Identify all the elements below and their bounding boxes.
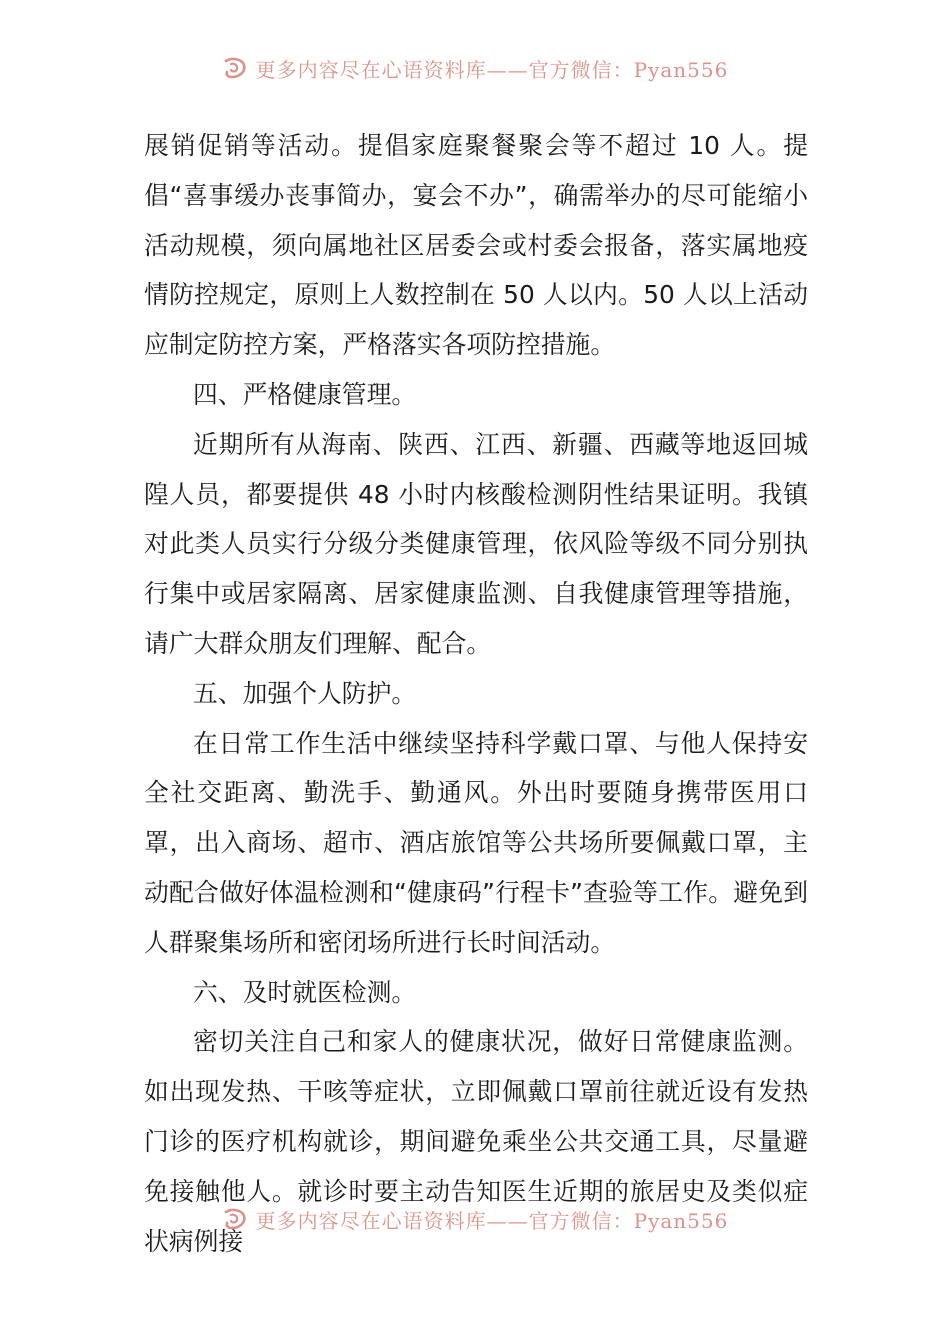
paragraph-health-management: 近期所有从海南、陕西、江西、新疆、西藏等地返回城隍人员，都要提供 48 小时内核酸检测阴性结果证明。我镇对此类人员实行分级分类健康管理，依风险等级不同分别执行集中或居家隔离、居家健康监测、自我健康管理等措施，请广大群众朋友们理解、配合。 — [144, 429, 808, 658]
paragraph-personal-protection: 在日常工作生活中继续坚持科学戴口罩、与他人保持安全社交距离、勤洗手、勤通风。外出时要随身携带医用口罩，出入商场、超市、酒店旅馆等公共场所要佩戴口罩，主动配合做好体温检测和“健康码”行程卡”查验等工作。避免到人群聚集场所和密闭场所进行长时间活动。 — [144, 728, 808, 957]
footer-watermark — [0, 1203, 950, 1235]
header-watermark — [0, 52, 950, 84]
paragraph-medical-testing: 密切关注自己和家人的健康状况，做好日常健康监测。如出现发热、干咳等症状，立即佩戴口罩前往就近设有发热门诊的医疗机构就诊，期间避免乘坐公共交通工具，尽量避免接触他人。就诊时要主动告知医生近期的旅居史及类似症状病例接 — [144, 1027, 808, 1256]
brand-logo-icon — [222, 1206, 248, 1232]
paragraph-gathering-rules: 展销促销等活动。提倡家庭聚餐聚会等不超过 10 人。提倡“喜事缓办丧事简办，宴会不办”，确需举办的尽可能缩小活动规模，须向属地社区居委会或村委会报备，落实属地疫情防控规定，原则上人数控制在 50 人以内。50 人以上活动应制定防控方案，严格落实各项防控措施。 — [144, 131, 808, 360]
watermark-text: 更多内容尽在心语资料库——官方微信：Pyan556 — [255, 1208, 729, 1233]
watermark-text: 更多内容尽在心语资料库——官方微信：Pyan556 — [255, 57, 729, 82]
document-body — [144, 121, 808, 1266]
brand-logo-icon — [222, 55, 248, 81]
section-heading-personal-protection: 五、加强个人防护。 — [193, 678, 417, 708]
section-heading-health-management: 四、严格健康管理。 — [193, 379, 417, 409]
section-heading-medical-testing: 六、及时就医检测。 — [193, 977, 417, 1007]
